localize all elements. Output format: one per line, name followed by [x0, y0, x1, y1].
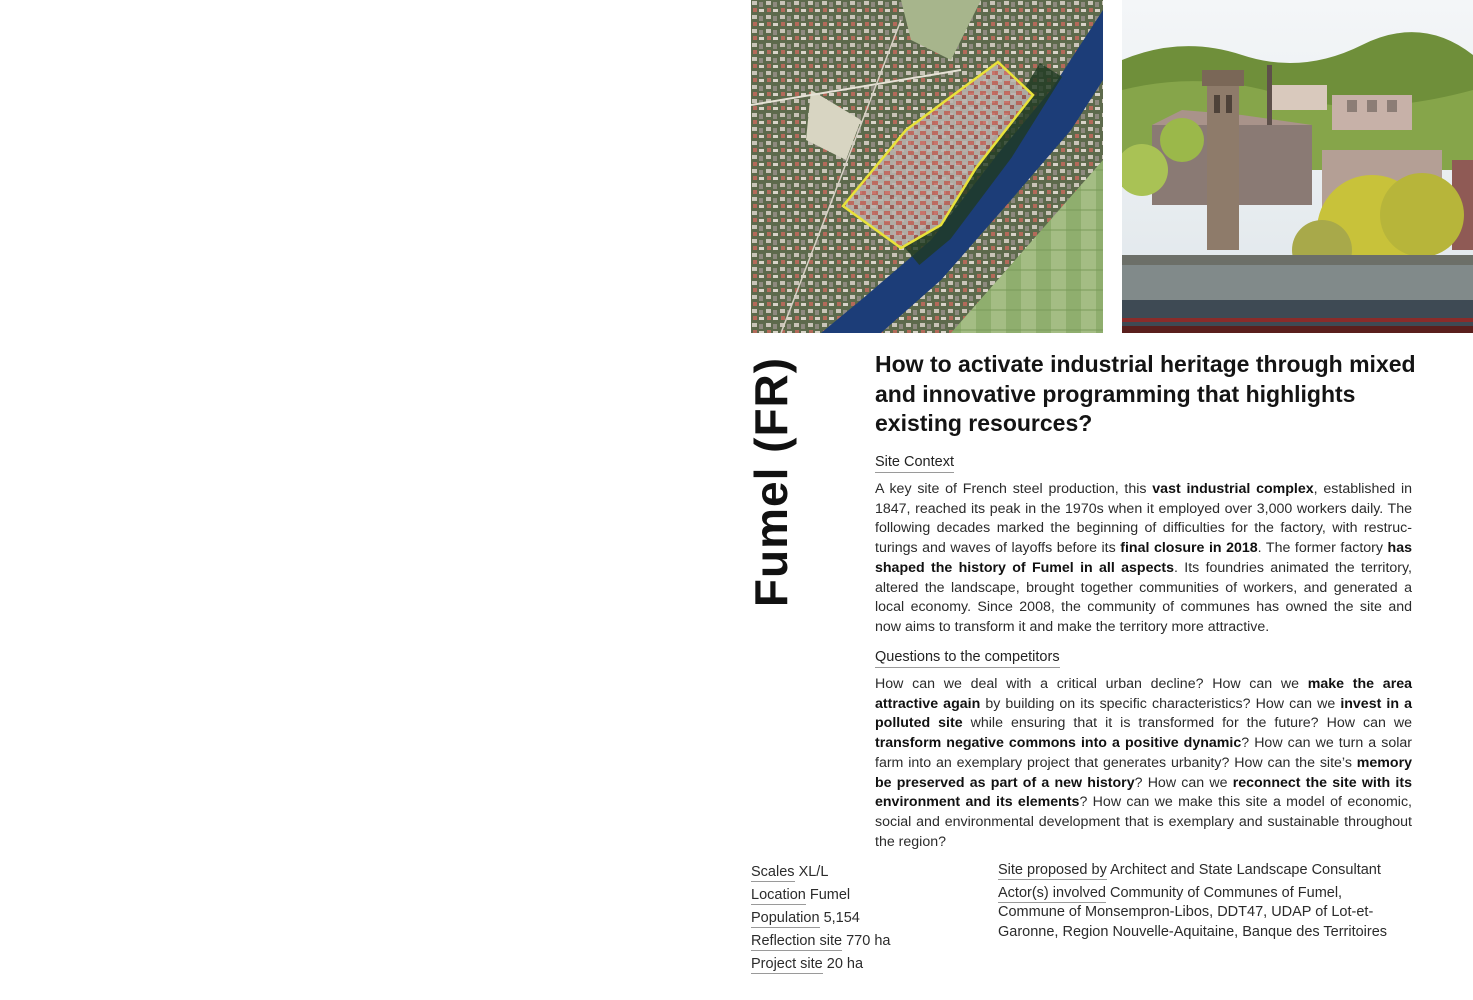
emphasis-text: memory be preserved as part of a new history [875, 754, 1412, 791]
fact-scales: Scales XL/L [751, 864, 829, 880]
body-text: . Its foundries animated the territory, altered the landscape, brought together communities of workers, and generated a local economy. Since 2008, the community of communes has owned the site and now aims to transform it and make the territory more attractive. [875, 559, 1412, 635]
questions-label: Questions to the competitors [875, 649, 1060, 668]
fact-population: Population 5,154 [751, 910, 860, 926]
headline: How to activate industrial heritage through mixed and innovative programming that highlights existing resources? [875, 351, 1416, 436]
emphasis-text: transform negative commons into a positive dynamic [875, 735, 1242, 752]
body-text: while ensuring that it is transformed for the future? How can we [962, 715, 1412, 732]
fact-reflection-site: Reflection site 770 ha [751, 933, 891, 949]
aerial-map-image [751, 0, 1103, 333]
body-text: ? How can we turn a solar farm into an exemplary project that generates urbanity? How can the site’s [875, 735, 1412, 771]
fact-project-site: Project site 20 ha [751, 956, 864, 972]
info-site-proposed-by: Site proposed by Architect and State Landscape Consultant [998, 862, 1381, 878]
body-text: A key site of French steel production, this [875, 481, 1153, 497]
body-text: How can we deal with a critical urban decline? How can we [875, 676, 1308, 692]
factory-photo-image [1122, 0, 1473, 333]
emphasis-text: vast industrial complex [1152, 481, 1314, 497]
emphasis-text: invest in a polluted site [875, 695, 1413, 732]
emphasis-text: make the area attractive again [875, 676, 1412, 712]
site-context-label: Site Context [875, 454, 954, 473]
emphasis-text: reconnect the site with its environment and its elements [875, 774, 1412, 811]
site-context-text [875, 480, 1412, 638]
questions-text [875, 675, 1412, 852]
site-facts [751, 861, 981, 976]
info-actors-involved: Actor(s) involved Community of Communes of Fumel, Commune of Monsempron-Libos, DDT47, UDAP of Lot-et-Garonne, Region Nouvelle-Aquitaine, Banque des Territoires [998, 884, 1388, 941]
emphasis-text: final closure in 2018 [1120, 540, 1258, 557]
fact-location: Location Fumel [751, 887, 851, 903]
site-title-vertical [746, 355, 796, 608]
body-text: by building on its specific characteristics? How can we [980, 695, 1341, 712]
body-text: ? How can we [1134, 774, 1233, 791]
body-text: . The former factory [1257, 540, 1388, 557]
body-text: ? How can we make this site a model of economic, social and environmental development that is exemplary and sustainable throughout the region? [875, 794, 1412, 850]
body-text: , established in 1847, reached its peak in the 1970s when it employed over 3,000 workers daily. The following decades marked the beginning of difficulties for the factory, with restructurings and waves of layoffs before its [875, 481, 1412, 557]
emphasis-text: has shaped the history of Fumel in all aspects [875, 540, 1412, 576]
site-info [998, 861, 1398, 946]
site-title-text: Fumel (FR) [745, 356, 797, 607]
